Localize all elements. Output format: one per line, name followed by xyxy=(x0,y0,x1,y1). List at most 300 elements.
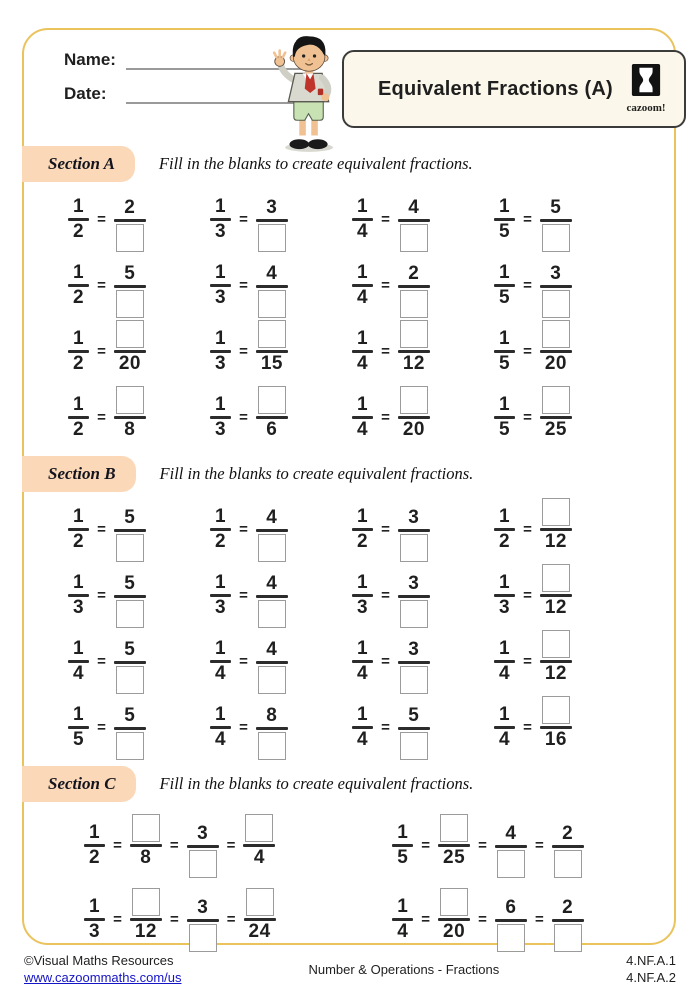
denominator: 4 xyxy=(357,220,369,242)
fraction-bar xyxy=(256,219,288,222)
fraction-bar xyxy=(256,727,288,730)
worksheet-border xyxy=(22,28,676,945)
numerator: 1 xyxy=(499,637,511,659)
fraction-problem xyxy=(68,562,210,628)
fraction-bar xyxy=(398,661,430,664)
fraction-bar xyxy=(114,529,146,532)
equals-sign: = xyxy=(381,342,390,360)
answer-box[interactable] xyxy=(497,850,525,878)
numerator: 1 xyxy=(357,327,369,349)
fraction xyxy=(352,705,373,750)
fraction-bar xyxy=(552,919,584,922)
fraction xyxy=(540,198,572,253)
section-a-label: Section A xyxy=(22,146,135,182)
equals-sign: = xyxy=(169,910,179,928)
answer-box[interactable] xyxy=(116,600,144,628)
answer-box[interactable] xyxy=(542,290,570,318)
equals-sign: = xyxy=(113,836,122,854)
answer-box[interactable] xyxy=(497,924,525,952)
denominator: 3 xyxy=(73,596,85,618)
chain-row xyxy=(84,882,654,956)
numerator: 2 xyxy=(408,262,420,284)
cazoom-website-link[interactable]: www.cazoommaths.com/us xyxy=(24,970,182,985)
numerator: 1 xyxy=(215,637,227,659)
answer-box[interactable] xyxy=(542,498,570,526)
fraction-bar xyxy=(114,595,146,598)
answer-box[interactable] xyxy=(400,732,428,760)
numerator: 1 xyxy=(73,505,85,527)
numerator: 3 xyxy=(408,506,420,528)
fraction-problem xyxy=(68,318,210,384)
numerator: 5 xyxy=(124,572,136,594)
equals-sign: = xyxy=(421,836,431,854)
fraction xyxy=(540,695,572,750)
numerator: 2 xyxy=(562,896,574,918)
denominator: 16 xyxy=(544,728,567,750)
fraction-bar xyxy=(398,595,430,598)
fraction xyxy=(256,264,288,319)
fraction-problem xyxy=(352,562,494,628)
fraction xyxy=(552,824,584,879)
equals-sign: = xyxy=(381,586,390,604)
answer-box[interactable] xyxy=(116,534,144,562)
answer-box[interactable] xyxy=(258,290,286,318)
fraction-bar xyxy=(187,919,219,922)
fraction xyxy=(495,898,527,953)
denominator: 12 xyxy=(134,920,157,942)
fraction xyxy=(495,824,527,879)
section-b-instruction: Fill in the blanks to create equivalent fractions. xyxy=(159,464,474,483)
numerator: 3 xyxy=(550,262,562,284)
equals-sign: = xyxy=(523,520,532,538)
denominator: 25 xyxy=(443,846,466,868)
equals-sign: = xyxy=(239,342,248,360)
fraction xyxy=(352,507,373,552)
equals-sign: = xyxy=(421,910,431,928)
numerator: 6 xyxy=(505,896,517,918)
equals-sign: = xyxy=(226,910,236,928)
numerator: 4 xyxy=(266,572,278,594)
fraction xyxy=(540,264,572,319)
answer-box[interactable] xyxy=(440,814,468,842)
answer-box[interactable] xyxy=(258,224,286,252)
denominator: 3 xyxy=(357,596,369,618)
fraction-problem xyxy=(68,384,210,450)
denominator: 12 xyxy=(544,596,567,618)
fraction xyxy=(392,897,413,942)
denominator: 2 xyxy=(73,286,85,308)
fraction xyxy=(187,898,219,953)
numerator: 1 xyxy=(499,505,511,527)
denominator: 5 xyxy=(499,286,511,308)
fraction-bar xyxy=(398,727,430,730)
denominator: 4 xyxy=(397,920,409,942)
fraction-bar xyxy=(256,661,288,664)
fraction xyxy=(68,263,89,308)
fraction xyxy=(540,629,572,684)
fraction xyxy=(256,640,288,695)
section-b xyxy=(24,456,674,760)
fraction-problem xyxy=(210,318,352,384)
fraction xyxy=(256,508,288,563)
answer-box[interactable] xyxy=(554,850,582,878)
fraction xyxy=(210,639,231,684)
fraction xyxy=(398,508,430,563)
denominator: 15 xyxy=(260,352,283,374)
fraction xyxy=(130,813,162,868)
fraction xyxy=(438,887,470,942)
equals-sign: = xyxy=(97,520,106,538)
numerator: 1 xyxy=(357,703,369,725)
fraction-problem xyxy=(210,628,352,694)
fraction xyxy=(352,263,373,308)
fraction xyxy=(352,329,373,374)
fraction-bar xyxy=(114,661,146,664)
fraction-problem xyxy=(494,252,636,318)
fraction-problem xyxy=(210,186,352,252)
denominator: 4 xyxy=(215,662,227,684)
denominator: 6 xyxy=(266,418,278,440)
answer-box[interactable] xyxy=(400,534,428,562)
fraction-problem xyxy=(494,186,636,252)
fraction-bar xyxy=(187,845,219,848)
answer-box[interactable] xyxy=(400,224,428,252)
denominator: 20 xyxy=(544,352,567,374)
numerator: 1 xyxy=(357,261,369,283)
fraction xyxy=(114,574,146,629)
equals-sign: = xyxy=(523,408,532,426)
equals-sign: = xyxy=(169,836,179,854)
name-label: Name: xyxy=(64,50,116,69)
answer-box[interactable] xyxy=(400,320,428,348)
denominator: 4 xyxy=(357,662,369,684)
answer-box[interactable] xyxy=(116,320,144,348)
answer-box[interactable] xyxy=(116,224,144,252)
denominator: 4 xyxy=(357,352,369,374)
denominator: 4 xyxy=(499,662,511,684)
fraction xyxy=(494,329,515,374)
fraction xyxy=(398,574,430,629)
answer-box[interactable] xyxy=(258,666,286,694)
fraction xyxy=(494,507,515,552)
answer-box[interactable] xyxy=(132,888,160,916)
fraction-chain xyxy=(84,882,346,956)
numerator: 5 xyxy=(124,262,136,284)
denominator: 2 xyxy=(73,418,85,440)
answer-box[interactable] xyxy=(258,600,286,628)
answer-box[interactable] xyxy=(189,850,217,878)
answer-box[interactable] xyxy=(132,814,160,842)
equals-sign: = xyxy=(97,342,106,360)
fraction xyxy=(68,395,89,440)
fraction-problem xyxy=(352,384,494,450)
answer-box[interactable] xyxy=(258,534,286,562)
cazoom-logo xyxy=(620,64,672,114)
answer-box[interactable] xyxy=(400,386,428,414)
denominator: 12 xyxy=(544,530,567,552)
section-c-instruction: Fill in the blanks to create equivalent fractions. xyxy=(159,774,474,793)
fraction xyxy=(494,639,515,684)
answer-box[interactable] xyxy=(542,386,570,414)
denominator: 20 xyxy=(443,920,466,942)
copyright-text: ©Visual Maths Resources xyxy=(24,953,174,968)
numerator: 1 xyxy=(215,393,227,415)
numerator: 8 xyxy=(266,704,278,726)
numerator: 1 xyxy=(499,571,511,593)
fraction-bar xyxy=(256,529,288,532)
fraction-chain xyxy=(346,808,654,882)
denominator: 5 xyxy=(73,728,85,750)
fraction xyxy=(398,706,430,761)
equals-sign: = xyxy=(226,836,236,854)
fraction xyxy=(256,706,288,761)
fraction xyxy=(494,573,515,618)
equals-sign: = xyxy=(97,408,106,426)
answer-box[interactable] xyxy=(189,924,217,952)
numerator: 1 xyxy=(499,703,511,725)
equals-sign: = xyxy=(239,652,248,670)
answer-box[interactable] xyxy=(440,888,468,916)
numerator: 3 xyxy=(408,638,420,660)
fraction xyxy=(256,198,288,253)
numerator: 2 xyxy=(562,822,574,844)
answer-box[interactable] xyxy=(400,600,428,628)
answer-box[interactable] xyxy=(542,696,570,724)
denominator: 25 xyxy=(544,418,567,440)
denominator: 2 xyxy=(89,846,101,868)
numerator: 1 xyxy=(215,703,227,725)
fraction-problem xyxy=(494,496,636,562)
denominator: 4 xyxy=(357,286,369,308)
numerator: 3 xyxy=(197,822,209,844)
answer-box[interactable] xyxy=(116,386,144,414)
fraction-problem xyxy=(352,496,494,562)
denominator: 3 xyxy=(215,596,227,618)
numerator: 1 xyxy=(73,637,85,659)
fraction xyxy=(187,824,219,879)
numerator: 1 xyxy=(215,505,227,527)
denominator: 4 xyxy=(253,846,265,868)
answer-box[interactable] xyxy=(258,386,286,414)
answer-box[interactable] xyxy=(258,320,286,348)
fraction-bar xyxy=(540,219,572,222)
fraction xyxy=(68,197,89,242)
fraction-chain xyxy=(346,882,654,956)
equals-sign: = xyxy=(97,276,106,294)
fraction xyxy=(352,197,373,242)
numerator: 2 xyxy=(124,196,136,218)
fraction xyxy=(210,329,231,374)
denominator: 5 xyxy=(499,352,511,374)
equals-sign: = xyxy=(239,718,248,736)
fraction xyxy=(68,507,89,552)
fraction xyxy=(398,385,430,440)
fraction xyxy=(256,574,288,629)
equals-sign: = xyxy=(523,652,532,670)
denominator: 5 xyxy=(397,846,409,868)
fraction-bar xyxy=(398,219,430,222)
numerator: 4 xyxy=(266,262,278,284)
section-a-instruction: Fill in the blanks to create equivalent fractions. xyxy=(158,154,473,173)
worksheet-header xyxy=(24,44,674,140)
fraction xyxy=(114,508,146,563)
numerator: 1 xyxy=(499,195,511,217)
fraction xyxy=(494,197,515,242)
numerator: 1 xyxy=(215,327,227,349)
fraction xyxy=(494,395,515,440)
equals-sign: = xyxy=(478,836,487,854)
fraction xyxy=(540,497,572,552)
fraction-problem xyxy=(352,628,494,694)
answer-box[interactable] xyxy=(542,224,570,252)
fraction xyxy=(84,897,105,942)
fraction xyxy=(114,385,146,440)
title-box xyxy=(342,50,686,128)
answer-box[interactable] xyxy=(542,320,570,348)
numerator: 1 xyxy=(357,571,369,593)
worksheet-footer xyxy=(24,952,676,986)
answer-box[interactable] xyxy=(400,290,428,318)
answer-box[interactable] xyxy=(116,290,144,318)
numerator: 1 xyxy=(73,195,85,217)
equals-sign: = xyxy=(523,276,532,294)
denominator: 3 xyxy=(215,352,227,374)
answer-box[interactable] xyxy=(246,888,274,916)
worksheet-title: Equivalent Fractions (A) xyxy=(378,77,613,100)
fraction-bar xyxy=(495,845,527,848)
denominator: 24 xyxy=(248,920,271,942)
fraction-problem xyxy=(352,186,494,252)
fraction xyxy=(352,639,373,684)
fraction xyxy=(114,706,146,761)
equals-sign: = xyxy=(523,586,532,604)
fraction-bar xyxy=(552,845,584,848)
denominator: 12 xyxy=(402,352,425,374)
fraction-bar xyxy=(114,285,146,288)
fraction xyxy=(244,887,276,942)
answer-box[interactable] xyxy=(400,666,428,694)
student-character-illustration xyxy=(264,32,352,154)
answer-box[interactable] xyxy=(542,564,570,592)
denominator: 2 xyxy=(73,220,85,242)
answer-box[interactable] xyxy=(258,732,286,760)
section-c-label: Section C xyxy=(22,766,136,802)
fraction xyxy=(392,823,413,868)
fraction xyxy=(68,573,89,618)
fraction xyxy=(352,573,373,618)
equals-sign: = xyxy=(239,210,248,228)
numerator: 1 xyxy=(357,195,369,217)
fraction-problem xyxy=(210,694,352,760)
fraction xyxy=(243,813,275,868)
numerator: 4 xyxy=(266,506,278,528)
numerator: 1 xyxy=(73,261,85,283)
numerator: 1 xyxy=(73,703,85,725)
fraction-problem xyxy=(68,496,210,562)
numerator: 1 xyxy=(73,571,85,593)
fraction xyxy=(398,640,430,695)
numerator: 5 xyxy=(124,506,136,528)
equals-sign: = xyxy=(381,652,390,670)
denominator: 4 xyxy=(357,728,369,750)
fraction xyxy=(398,264,430,319)
numerator: 1 xyxy=(215,261,227,283)
fraction xyxy=(210,573,231,618)
equals-sign: = xyxy=(97,718,106,736)
equals-sign: = xyxy=(381,210,390,228)
answer-box[interactable] xyxy=(554,924,582,952)
numerator: 3 xyxy=(197,896,209,918)
answer-box[interactable] xyxy=(542,630,570,658)
equals-sign: = xyxy=(381,520,390,538)
denominator: 5 xyxy=(499,220,511,242)
fraction-problem xyxy=(210,384,352,450)
numerator: 1 xyxy=(357,393,369,415)
fraction xyxy=(398,319,430,374)
standard-code-2: 4.NF.A.2 xyxy=(626,970,676,985)
answer-box[interactable] xyxy=(245,814,273,842)
fraction xyxy=(210,263,231,308)
fraction-problem xyxy=(68,252,210,318)
fraction xyxy=(130,887,162,942)
cazoom-logo-text: cazoom! xyxy=(626,102,666,114)
numerator: 1 xyxy=(499,327,511,349)
fraction xyxy=(68,639,89,684)
fraction xyxy=(540,563,572,618)
numerator: 1 xyxy=(499,393,511,415)
equals-sign: = xyxy=(534,836,544,854)
section-c xyxy=(24,766,674,956)
denominator: 4 xyxy=(357,418,369,440)
denominator: 3 xyxy=(89,920,101,942)
fraction-bar xyxy=(398,529,430,532)
fraction xyxy=(114,198,146,253)
numerator: 1 xyxy=(215,195,227,217)
fraction-problem xyxy=(210,562,352,628)
fraction-bar xyxy=(540,285,572,288)
fraction xyxy=(210,197,231,242)
numerator: 5 xyxy=(550,196,562,218)
fraction xyxy=(352,395,373,440)
footer-topic-text: Number & Operations - Fractions xyxy=(308,961,500,977)
fraction-problem xyxy=(210,252,352,318)
numerator: 4 xyxy=(408,196,420,218)
answer-box[interactable] xyxy=(116,732,144,760)
numerator: 1 xyxy=(73,393,85,415)
equals-sign: = xyxy=(97,586,106,604)
fraction-chain xyxy=(84,808,346,882)
fraction xyxy=(210,705,231,750)
fraction xyxy=(256,319,288,374)
fraction-problem xyxy=(352,252,494,318)
denominator: 2 xyxy=(499,530,511,552)
fraction-bar xyxy=(256,595,288,598)
fraction xyxy=(398,198,430,253)
numerator: 1 xyxy=(499,261,511,283)
answer-box[interactable] xyxy=(116,666,144,694)
equals-sign: = xyxy=(381,408,390,426)
fraction-bar xyxy=(114,727,146,730)
fraction-problem xyxy=(68,186,210,252)
numerator: 5 xyxy=(124,638,136,660)
denominator: 20 xyxy=(118,352,141,374)
equals-sign: = xyxy=(534,910,544,928)
fraction-problem xyxy=(352,694,494,760)
equals-sign: = xyxy=(381,276,390,294)
numerator: 1 xyxy=(89,821,101,843)
equals-sign: = xyxy=(523,718,532,736)
fraction-problem xyxy=(494,694,636,760)
